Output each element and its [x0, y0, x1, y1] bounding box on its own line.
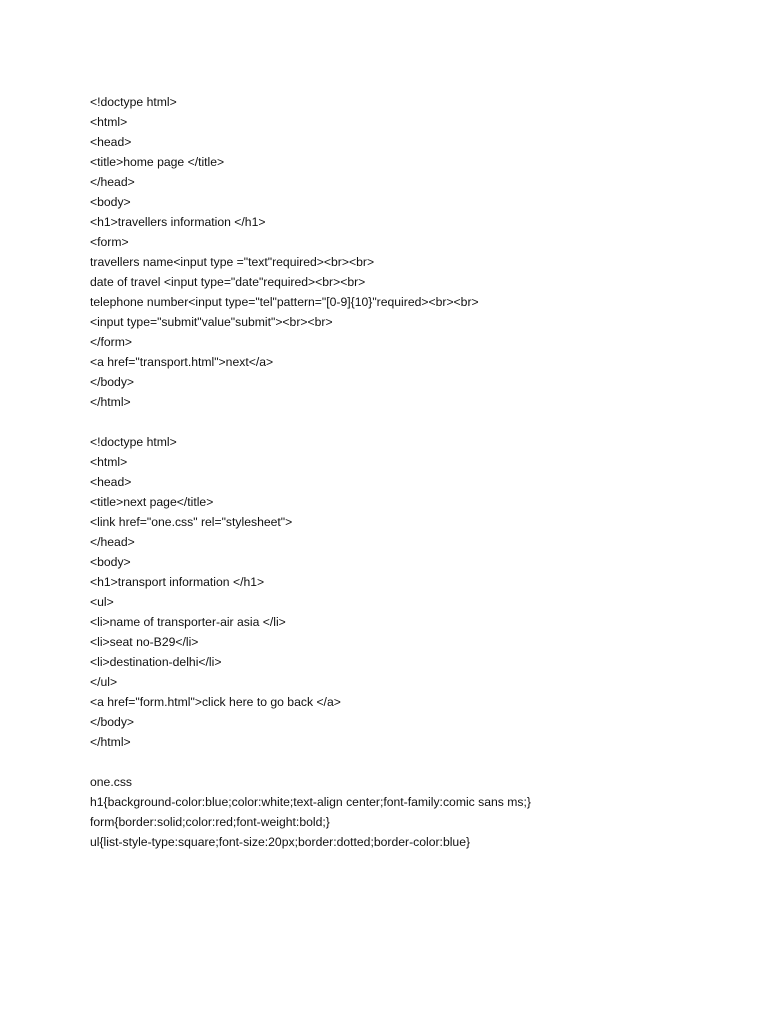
paragraph-spacer	[90, 752, 730, 772]
text-line: <h1>travellers information </h1>	[90, 215, 266, 229]
text-line: </head>	[90, 535, 135, 549]
text-line: one.css	[90, 775, 133, 789]
text-line: <link href="one.css" rel="stylesheet">	[90, 515, 293, 529]
paragraph-spacer	[90, 412, 730, 432]
text-line: <li>destination-delhi</li>	[90, 655, 222, 669]
text-line: <!doctype html>	[90, 435, 177, 449]
text-line: h1{background-color:blue;color:white;text-align center;font-family:comic sans ms;}	[90, 795, 531, 809]
text-line: <body>	[90, 555, 131, 569]
text-line: <input type="submit"value"submit"><br><br>	[90, 315, 333, 329]
text-line: form{border:solid;color:red;font-weight:bold;}	[90, 815, 330, 829]
text-line: <body>	[90, 195, 131, 209]
text-line: <li>seat no-B29</li>	[90, 635, 199, 649]
text-line: <ul>	[90, 595, 114, 609]
text-line: <form>	[90, 235, 129, 249]
text-line: </head>	[90, 175, 135, 189]
text-line: </body>	[90, 375, 135, 389]
text-line: <h1>transport information </h1>	[90, 575, 265, 589]
text-line: </form>	[90, 335, 132, 349]
text-line: <a href="form.html">click here to go back </a>	[90, 695, 341, 709]
text-line: <!doctype html>	[90, 95, 177, 109]
text-line: <head>	[90, 475, 132, 489]
text-line: </ul>	[90, 675, 118, 689]
text-line: <li>name of transporter-air asia </li>	[90, 615, 286, 629]
text-line: <head>	[90, 135, 132, 149]
text-line: <title>home page </title>	[90, 155, 225, 169]
text-line: </html>	[90, 395, 131, 409]
text-line: </html>	[90, 735, 131, 749]
code-block-next-page	[90, 432, 730, 752]
text-line: <html>	[90, 455, 128, 469]
text-line: date of travel <input type="date"required><br><br>	[90, 275, 366, 289]
text-line: telephone number<input type="tel"pattern="[0-9]{10}"required><br><br>	[90, 295, 479, 309]
text-line: </body>	[90, 715, 135, 729]
text-line: ul{list-style-type:square;font-size:20px;border:dotted;border-color:blue}	[90, 835, 471, 849]
code-block-home-page	[90, 92, 730, 412]
document-body	[90, 92, 730, 852]
code-block-css	[90, 772, 730, 852]
text-line: <html>	[90, 115, 128, 129]
text-line: <a href="transport.html">next</a>	[90, 355, 274, 369]
text-line: travellers name<input type ="text"required><br><br>	[90, 255, 375, 269]
text-line: <title>next page</title>	[90, 495, 214, 509]
